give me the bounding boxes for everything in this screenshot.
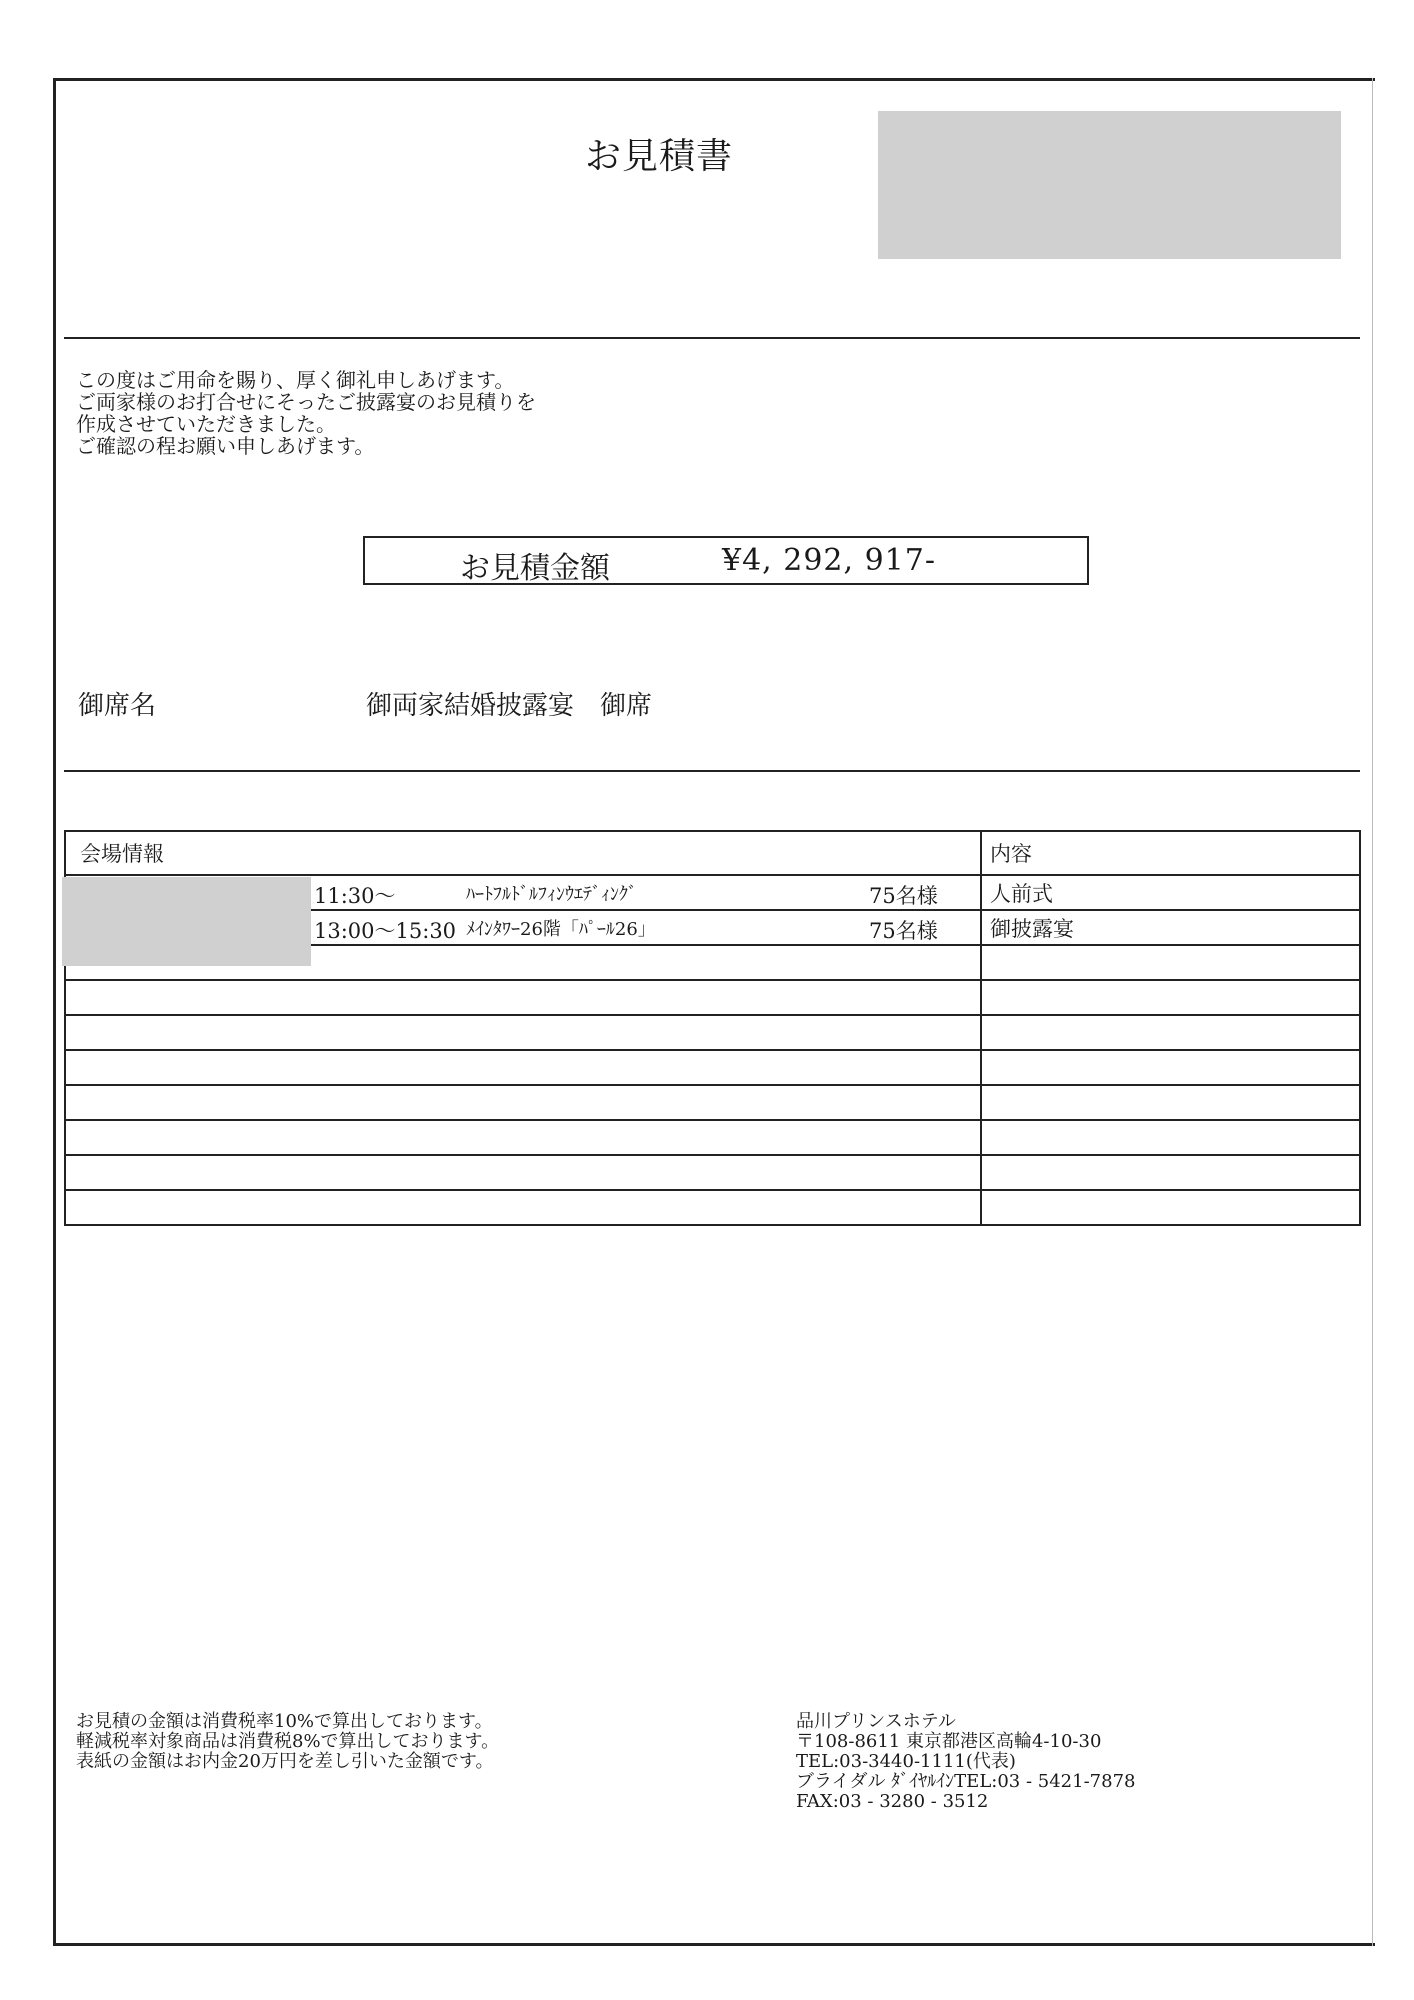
redacted-venue-block	[62, 877, 311, 966]
empty-table-row	[65, 980, 1360, 1015]
page-edge	[1372, 78, 1373, 1946]
table-header-row	[65, 831, 1360, 875]
tax-note-line: 表紙の金額はお内金20万円を差し引いた金額です。	[76, 1751, 494, 1772]
empty-table-row	[65, 1015, 1360, 1050]
company-tel: TEL:03-3440-1111(代表)	[796, 1751, 1016, 1772]
row-content: 人前式	[981, 875, 1360, 910]
greeting-text	[76, 369, 536, 457]
empty-table-row	[65, 1190, 1360, 1225]
company-address: 〒108-8611 東京都港区高輪4-10-30	[796, 1731, 1102, 1752]
greeting-line: この度はご用命を賜り、厚く御礼申しあげます。	[76, 368, 515, 392]
tax-note-line: お見積の金額は消費税率10%で算出しております。	[76, 1711, 493, 1732]
seat-name-label: 御席名	[78, 691, 157, 721]
row-room: ﾒｲﾝﾀﾜｰ26階「ﾊﾟｰﾙ26」	[466, 919, 656, 940]
greeting-line: ご確認の程お願い申しあげます。	[76, 434, 375, 458]
empty-table-row	[65, 1120, 1360, 1155]
empty-table-row	[65, 1050, 1360, 1085]
estimate-amount-box	[363, 536, 1089, 585]
greeting-line: 作成させていただきました。	[76, 412, 336, 436]
empty-table-row	[65, 1155, 1360, 1190]
content-header: 内容	[981, 831, 1360, 875]
row-time: 11:30～	[314, 884, 396, 908]
row-guest-count: 75名様	[869, 884, 938, 908]
company-info	[796, 1712, 1135, 1812]
estimate-amount-value: ¥4, 292, 917-	[722, 543, 936, 578]
company-name: 品川プリンスホテル	[796, 1711, 956, 1732]
row-room: ﾊｰﾄﾌﾙﾄﾞﾙﾌｨﾝｳｴﾃﾞｨﾝｸﾞ	[466, 884, 637, 905]
tax-note-line: 軽減税率対象商品は消費税8%で算出しております。	[76, 1731, 500, 1752]
greeting-line: ご両家様のお打合せにそったご披露宴のお見積りを	[76, 390, 536, 414]
row-guest-count: 75名様	[869, 919, 938, 943]
divider-middle	[64, 770, 1360, 772]
venue-info-header: 会場情報	[65, 831, 981, 875]
row-time: 13:00～15:30	[314, 919, 457, 943]
company-fax: FAX:03 - 3280 - 3512	[796, 1791, 989, 1812]
redacted-header-block	[878, 111, 1341, 259]
company-bridal-tel: ブライダル ﾀﾞｲﾔﾙｲﾝTEL:03 - 5421-7878	[796, 1771, 1136, 1792]
divider-top	[64, 337, 1360, 339]
estimate-amount-label: お見積金額	[460, 551, 610, 586]
empty-table-row	[65, 1085, 1360, 1120]
document-title: お見積書	[585, 136, 734, 177]
row-content: 御披露宴	[981, 910, 1360, 945]
tax-notes	[76, 1712, 499, 1772]
seat-name-value: 御両家結婚披露宴 御席	[366, 691, 653, 721]
